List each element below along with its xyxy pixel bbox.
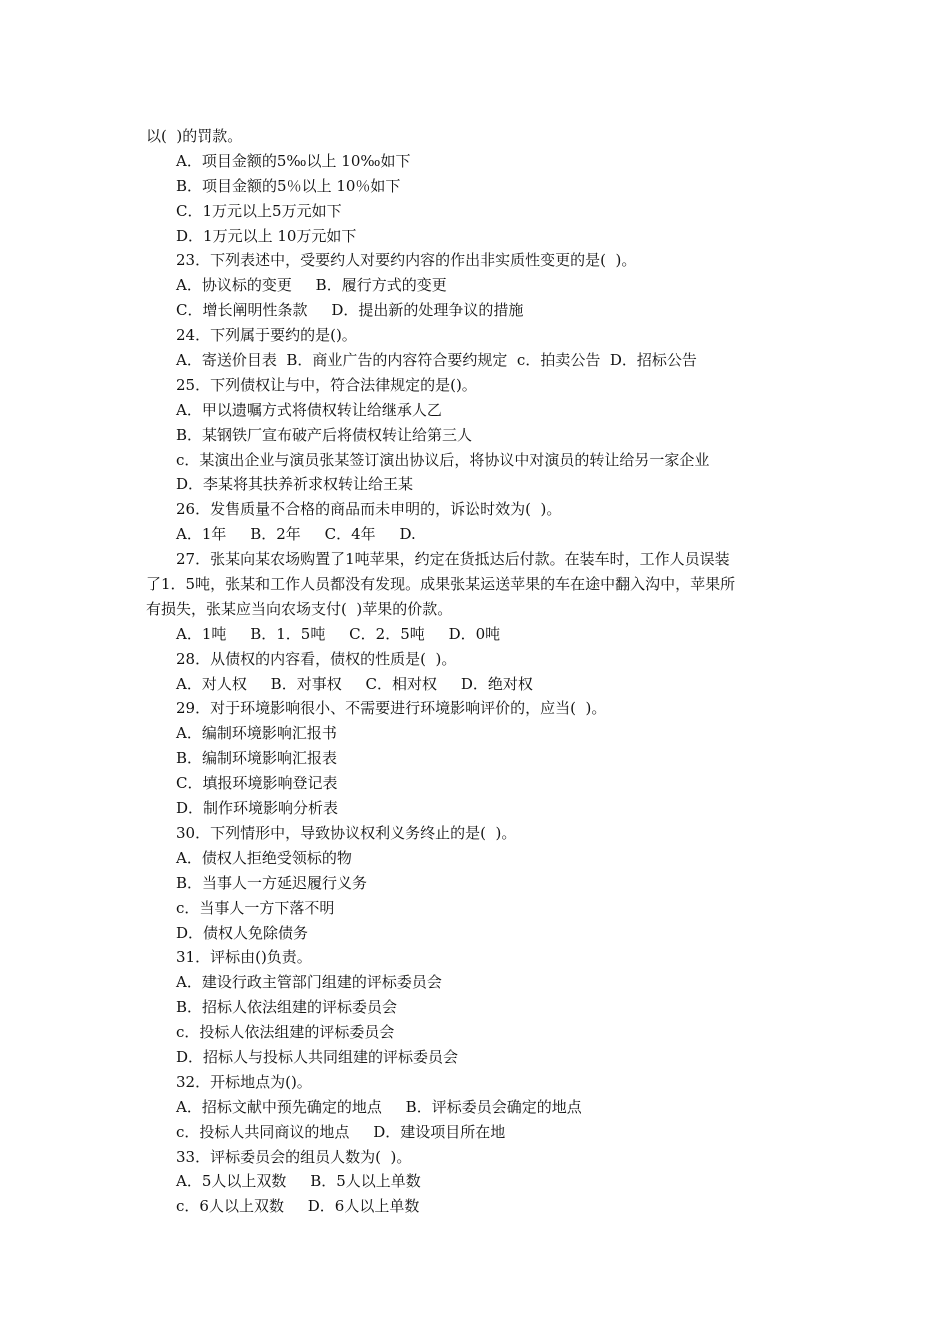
text-line: 了1．5吨，张某和工作人员都没有发现。成果张某运送苹果的车在途中翻入沟中，苹果所 bbox=[146, 575, 736, 594]
question-32: 32．开标地点为()。 bbox=[176, 1072, 312, 1091]
option-line: A．寄送价目表 B．商业广告的内容符合要约规定 c．拍卖公告 D．招标公告 bbox=[176, 351, 697, 370]
option-line: c．某演出企业与演员张某签订演出协议后，将协议中对演员的转让给另一家企业 bbox=[176, 450, 710, 469]
option-line: A．1吨 B．1．5吨 C．2．5吨 D．0吨 bbox=[176, 624, 501, 643]
question-28: 28．从债权的内容看，债权的性质是( )。 bbox=[176, 649, 457, 668]
option-line: B．项目金额的5％以上 10％如下 bbox=[176, 176, 401, 195]
question-26: 26．发售质量不合格的商品而未申明的，诉讼时效为( )。 bbox=[176, 500, 562, 519]
question-25: 25．下列债权让与中，符合法律规定的是()。 bbox=[176, 375, 477, 394]
option-line: c．投标人共同商议的地点 D．建设项目所在地 bbox=[176, 1122, 506, 1141]
text-line: 有损失，张某应当向农场支付( )苹果的价款。 bbox=[146, 599, 453, 618]
option-line: c．当事人一方下落不明 bbox=[176, 898, 335, 917]
option-line: A．项目金额的5‰以上 10‰如下 bbox=[176, 151, 411, 170]
option-line: A．招标文献中预先确定的地点 B．评标委员会确定的地点 bbox=[176, 1097, 582, 1116]
question-27: 27．张某向某农场购置了1吨苹果，约定在货抵达后付款。在装车时，工作人员误装 bbox=[176, 550, 730, 569]
option-line: B．编制环境影响汇报表 bbox=[176, 749, 338, 768]
question-24: 24．下列属于要约的是()。 bbox=[176, 326, 357, 345]
option-line: A．协议标的变更 B．履行方式的变更 bbox=[176, 276, 447, 295]
option-line: C．增长阐明性条款 D．提出新的处理争议的措施 bbox=[176, 301, 524, 320]
option-line: A．建设行政主管部门组建的评标委员会 bbox=[176, 973, 442, 992]
option-line: D．招标人与投标人共同组建的评标委员会 bbox=[176, 1047, 459, 1066]
question-30: 30．下列情形中，导致协议权利义务终止的是( )。 bbox=[176, 823, 517, 842]
option-line: c．投标人依法组建的评标委员会 bbox=[176, 1023, 395, 1042]
option-line: A．债权人拒绝受领标的物 bbox=[176, 848, 352, 867]
option-line: B．当事人一方延迟履行义务 bbox=[176, 873, 368, 892]
option-line: B．招标人依法组建的评标委员会 bbox=[176, 998, 398, 1017]
option-line: A．5人以上双数 B．5人以上单数 bbox=[176, 1172, 421, 1191]
option-line: A．甲以遗嘱方式将债权转让给继承人乙 bbox=[176, 400, 442, 419]
option-line: B．某钢铁厂宣布破产后将债权转让给第三人 bbox=[176, 425, 473, 444]
question-23: 23．下列表述中，受要约人对要约内容的作出非实质性变更的是( )。 bbox=[176, 251, 637, 270]
option-line: A．1年 B．2年 C．4年 D. bbox=[176, 525, 416, 544]
option-line: C．1万元以上5万元如下 bbox=[176, 201, 342, 220]
option-line: D．1万元以上 10万元如下 bbox=[176, 226, 357, 245]
option-line: c．6人以上双数 D．6人以上单数 bbox=[176, 1197, 420, 1216]
option-line: D．李某将其扶养祈求权转让给王某 bbox=[176, 475, 414, 494]
option-line: D．制作环境影响分析表 bbox=[176, 799, 339, 818]
question-31: 31．评标由()负责。 bbox=[176, 948, 312, 967]
option-line: D．债权人免除债务 bbox=[176, 923, 309, 942]
text-line: 以( )的罚款。 bbox=[146, 127, 243, 145]
document-body bbox=[146, 124, 826, 1219]
option-line: C．填报环境影响登记表 bbox=[176, 774, 338, 793]
question-33: 33．评标委员会的组员人数为( )。 bbox=[176, 1147, 412, 1166]
option-line: A．对人权 B．对事权 C．相对权 D．绝对权 bbox=[176, 674, 533, 693]
question-29: 29．对于环境影响很小、不需要进行环境影响评价的，应当( )。 bbox=[176, 699, 607, 718]
option-line: A．编制环境影响汇报书 bbox=[176, 724, 337, 743]
